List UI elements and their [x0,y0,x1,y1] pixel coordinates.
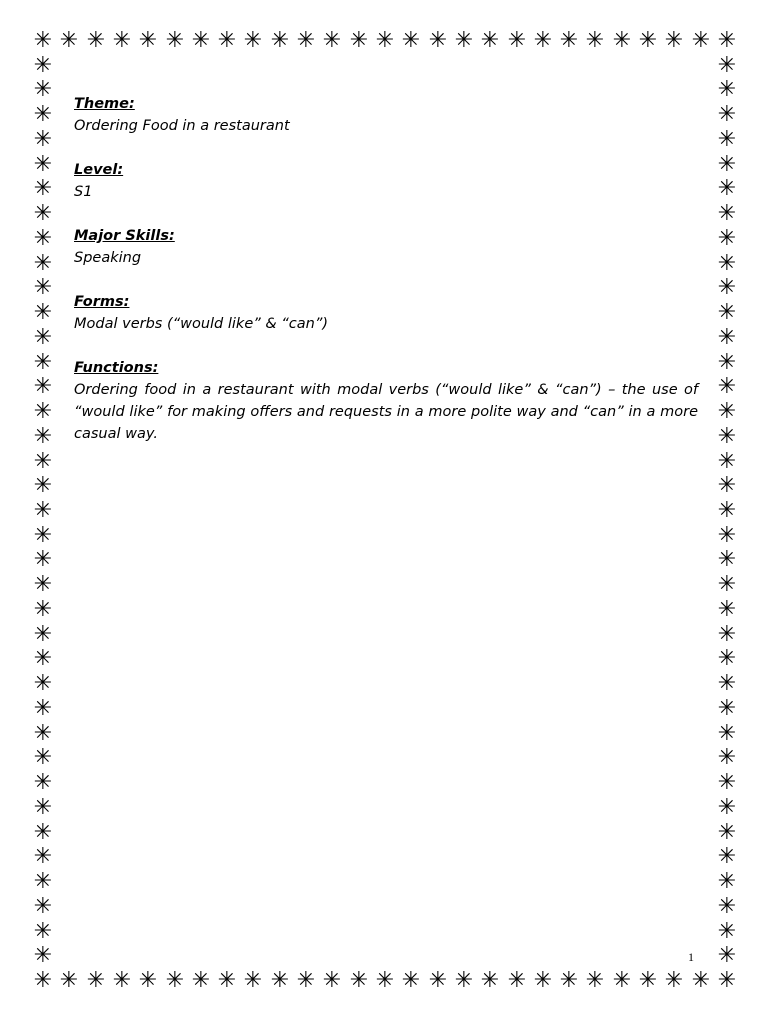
flower-icon: ✳ [322,968,342,993]
flower-icon: ✳ [33,671,53,696]
flower-icon: ✳ [165,968,185,993]
flower-icon: ✳ [33,176,53,201]
flower-icon: ✳ [612,968,632,993]
major-skills-heading: Major Skills: [74,228,175,244]
flower-icon: ✳ [138,968,158,993]
flower-icon: ✳ [217,28,237,53]
flower-icon: ✳ [533,28,553,53]
functions-heading: Functions: [74,360,159,376]
flower-icon: ✳ [86,28,106,53]
major-skills-value: Speaking [74,250,142,266]
flower-icon: ✳ [33,201,53,226]
flower-icon: ✳ [717,523,737,548]
flower-icon: ✳ [533,968,553,993]
flower-icon: ✳ [717,473,737,498]
flower-icon: ✳ [717,374,737,399]
flower-icon: ✳ [717,53,737,78]
flower-icon: ✳ [717,152,737,177]
flower-icon: ✳ [296,28,316,53]
flower-icon: ✳ [401,28,421,53]
flower-icon: ✳ [33,449,53,474]
flower-icon: ✳ [112,968,132,993]
flower-icon: ✳ [664,28,684,53]
flower-icon: ✳ [33,102,53,127]
flower-icon: ✳ [112,28,132,53]
flower-icon: ✳ [191,968,211,993]
flower-icon: ✳ [717,350,737,375]
flower-icon: ✳ [717,449,737,474]
flower-icon: ✳ [612,28,632,53]
flower-icon: ✳ [375,968,395,993]
flower-icon: ✳ [428,968,448,993]
flower-icon: ✳ [717,226,737,251]
flower-icon: ✳ [33,795,53,820]
flower-icon: ✳ [717,102,737,127]
forms-heading: Forms: [74,294,130,310]
flower-icon: ✳ [33,498,53,523]
flower-icon: ✳ [243,28,263,53]
flower-icon: ✳ [717,919,737,944]
flower-icon: ✳ [638,28,658,53]
flower-icon: ✳ [33,127,53,152]
flower-icon: ✳ [33,547,53,572]
level-section [74,159,698,203]
flower-icon: ✳ [717,127,737,152]
flower-icon: ✳ [691,28,711,53]
page-number: 1 [688,950,694,964]
theme-value: Ordering Food in a restaurant [74,118,290,134]
flower-icon: ✳ [717,671,737,696]
flower-icon: ✳ [243,968,263,993]
flower-icon: ✳ [33,424,53,449]
flower-icon: ✳ [717,622,737,647]
flower-icon: ✳ [33,473,53,498]
flower-icon: ✳ [349,28,369,53]
flower-icon: ✳ [165,28,185,53]
flower-icon: ✳ [717,721,737,746]
document-content [74,93,698,467]
flower-icon: ✳ [322,28,342,53]
flower-icon: ✳ [191,28,211,53]
flower-icon: ✳ [33,300,53,325]
level-heading: Level: [74,162,124,178]
flower-icon: ✳ [86,968,106,993]
flower-icon: ✳ [559,968,579,993]
flower-icon: ✳ [349,968,369,993]
flower-icon: ✳ [480,28,500,53]
forms-value: Modal verbs (“would like” & “can”) [74,316,329,332]
flower-icon: ✳ [33,572,53,597]
flower-icon: ✳ [33,869,53,894]
flower-icon: ✳ [33,844,53,869]
functions-section [74,357,698,445]
flower-icon: ✳ [717,968,737,993]
flower-icon: ✳ [717,869,737,894]
flower-icon: ✳ [717,28,737,53]
flower-icon: ✳ [33,374,53,399]
flower-icon: ✳ [717,176,737,201]
flower-icon: ✳ [585,28,605,53]
flower-icon: ✳ [638,968,658,993]
flower-icon: ✳ [717,770,737,795]
flower-icon: ✳ [717,275,737,300]
flower-icon: ✳ [33,646,53,671]
flower-icon: ✳ [33,597,53,622]
flower-icon: ✳ [664,968,684,993]
flower-icon: ✳ [428,28,448,53]
flower-icon: ✳ [717,745,737,770]
flower-icon: ✳ [33,152,53,177]
flower-icon: ✳ [507,28,527,53]
flower-icon: ✳ [717,547,737,572]
flower-icon: ✳ [33,721,53,746]
flower-icon: ✳ [717,300,737,325]
flower-icon: ✳ [717,795,737,820]
flower-icon: ✳ [33,919,53,944]
flower-icon: ✳ [717,943,737,968]
functions-value: Ordering food in a restaurant with modal verbs (“would like” & “can”) – the use of “would like” for making offers and requests in a more polite way and “can” in a more casual way. [74,382,698,442]
flower-icon: ✳ [717,844,737,869]
flower-icon: ✳ [33,968,53,993]
flower-icon: ✳ [59,28,79,53]
flower-icon: ✳ [480,968,500,993]
flower-icon: ✳ [33,696,53,721]
flower-icon: ✳ [33,77,53,102]
flower-icon: ✳ [33,745,53,770]
flower-icon: ✳ [59,968,79,993]
flower-icon: ✳ [33,251,53,276]
flower-icon: ✳ [375,28,395,53]
flower-icon: ✳ [33,275,53,300]
flower-icon: ✳ [33,399,53,424]
flower-icon: ✳ [401,968,421,993]
level-value: S1 [74,184,93,200]
flower-icon: ✳ [717,424,737,449]
flower-icon: ✳ [217,968,237,993]
flower-icon: ✳ [717,820,737,845]
forms-section [74,291,698,335]
flower-icon: ✳ [717,201,737,226]
flower-icon: ✳ [507,968,527,993]
flower-icon: ✳ [33,53,53,78]
flower-icon: ✳ [33,622,53,647]
flower-icon: ✳ [717,325,737,350]
flower-icon: ✳ [717,646,737,671]
flower-icon: ✳ [717,696,737,721]
flower-icon: ✳ [717,572,737,597]
flower-icon: ✳ [33,28,53,53]
flower-icon: ✳ [454,968,474,993]
flower-icon: ✳ [33,894,53,919]
flower-icon: ✳ [33,943,53,968]
flower-icon: ✳ [270,968,290,993]
flower-icon: ✳ [270,28,290,53]
flower-icon: ✳ [138,28,158,53]
flower-icon: ✳ [559,28,579,53]
flower-icon: ✳ [717,77,737,102]
flower-icon: ✳ [33,820,53,845]
theme-section [74,93,698,137]
flower-icon: ✳ [296,968,316,993]
flower-icon: ✳ [454,28,474,53]
flower-icon: ✳ [585,968,605,993]
flower-icon: ✳ [33,770,53,795]
flower-icon: ✳ [717,498,737,523]
flower-icon: ✳ [717,399,737,424]
theme-heading: Theme: [74,96,135,112]
flower-icon: ✳ [33,325,53,350]
flower-icon: ✳ [33,226,53,251]
flower-icon: ✳ [717,251,737,276]
flower-icon: ✳ [717,894,737,919]
flower-icon: ✳ [33,350,53,375]
major-skills-section [74,225,698,269]
flower-icon: ✳ [33,523,53,548]
flower-icon: ✳ [691,968,711,993]
flower-icon: ✳ [717,597,737,622]
